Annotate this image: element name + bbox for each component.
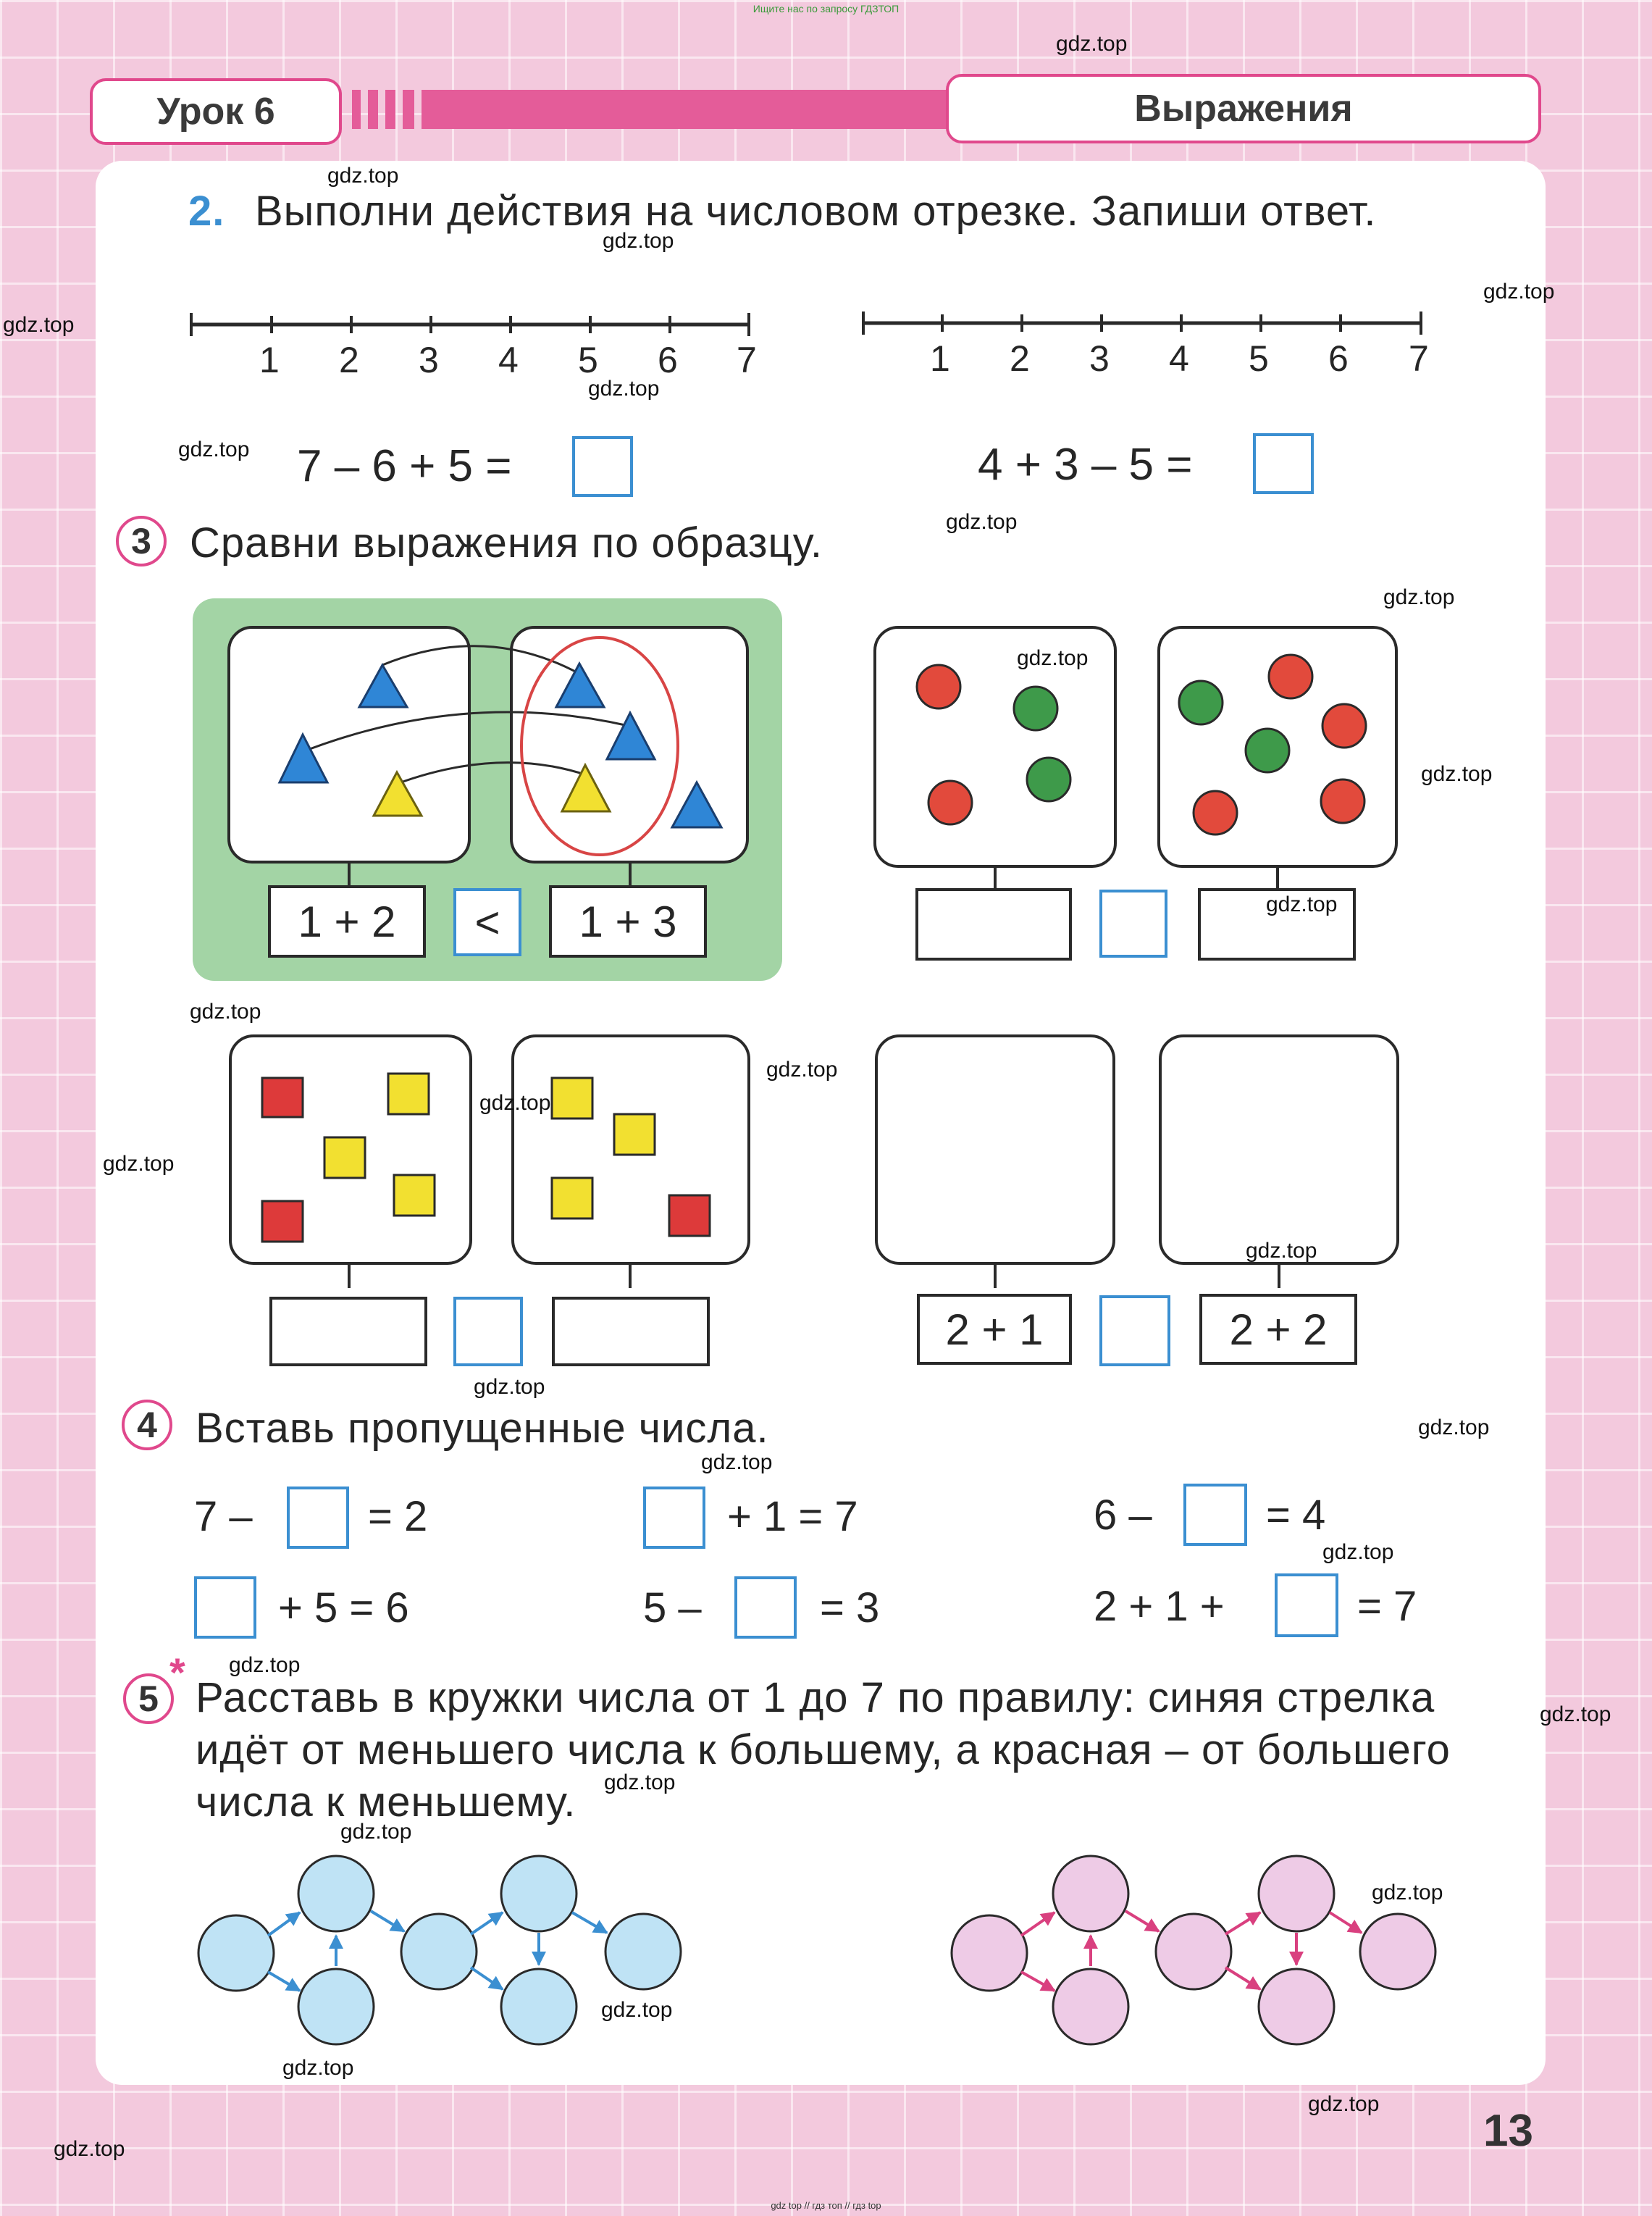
watermark: gdz.top (1266, 892, 1338, 916)
watermark: gdz.top (601, 1998, 673, 2022)
task4-text: Вставь пропущенные числа. (196, 1405, 769, 1452)
task3-text: Сравни выражения по образцу. (190, 519, 823, 566)
sample-right-expression: 1 + 3 (579, 897, 677, 946)
watermark: gdz.top (103, 1152, 175, 1176)
watermark: gdz.top (479, 1091, 551, 1115)
tick-label: 5 (1249, 338, 1269, 379)
tick-label: 6 (1328, 338, 1349, 379)
graph-circle[interactable] (1360, 1914, 1435, 1989)
equation-part: = 4 (1266, 1492, 1326, 1539)
task5-text-line2: идёт от меньшего числа к большему, а красная – от большего (196, 1726, 1451, 1773)
watermark: gdz.top (178, 438, 250, 461)
tick-label: 1 (259, 340, 280, 380)
watermark: gdz.top (340, 1820, 412, 1844)
page-number: 13 (1483, 2106, 1533, 2156)
bottom-note: gdz top // гдз топ // гдз top (771, 2200, 881, 2211)
equation-part: + 1 = 7 (727, 1493, 858, 1540)
graph-circle[interactable] (1259, 1856, 1334, 1931)
tick-label: 7 (1409, 338, 1429, 379)
watermark: gdz.top (1421, 762, 1493, 786)
task2-number: 2. (188, 188, 225, 235)
equation-part: = 7 (1357, 1583, 1417, 1630)
task3-number: 3 (116, 516, 167, 566)
equation-part: 2 + 1 + (1094, 1583, 1225, 1630)
tick-label: 1 (930, 338, 950, 379)
graph-circle[interactable] (1053, 1856, 1128, 1931)
task5-number: 5 (123, 1673, 174, 1724)
watermark: gdz.top (604, 1770, 676, 1794)
tick-label: 4 (1169, 338, 1189, 379)
task5-text-line1: Расставь в кружки числа от 1 до 7 по правилу: синяя стрелка (196, 1674, 1435, 1721)
red-arrow (1225, 1912, 1260, 1934)
graph-circle[interactable] (952, 1915, 1027, 1991)
equation-part: = 3 (820, 1584, 880, 1631)
task2-text: Выполни действия на числовом отрезке. Запиши ответ. (255, 188, 1377, 235)
task5-text-line3: числа к меньшему. (196, 1778, 576, 1826)
watermark: gdz.top (1372, 1881, 1443, 1904)
watermark: gdz.top (701, 1450, 773, 1474)
watermark: gdz.top (1056, 32, 1128, 56)
red-arrow (1330, 1912, 1362, 1933)
watermark: gdz.top (229, 1653, 301, 1677)
equation-part: + 5 = 6 (278, 1584, 409, 1631)
graph-circle[interactable] (1053, 1969, 1128, 2044)
watermark: gdz.top (474, 1375, 545, 1399)
red-arrow (1125, 1911, 1159, 1931)
watermark: gdz.top (327, 164, 399, 188)
watermark: gdz.top (1483, 280, 1555, 304)
tick-label: 2 (1010, 338, 1030, 379)
red-arrow (1225, 1968, 1260, 1989)
graph-circle[interactable] (1259, 1969, 1334, 2044)
watermark: gdz.top (1322, 1540, 1394, 1564)
sample-left-expression: 1 + 2 (298, 897, 396, 946)
graph-circle[interactable] (1156, 1914, 1231, 1989)
watermark: gdz.top (1308, 2092, 1380, 2116)
task4-number: 4 (122, 1400, 172, 1450)
topic-label-text: Выражения (1134, 88, 1353, 130)
tick-label: 2 (339, 340, 359, 380)
equation-part: 7 – (194, 1493, 253, 1540)
watermark: gdz.top (766, 1058, 838, 1082)
watermark: gdz.top (1540, 1702, 1611, 1726)
top-note: Ищите нас по запросу ГДЗТОП (752, 3, 900, 14)
lesson-label-text: Урок 6 (156, 91, 275, 133)
watermark: gdz.top (190, 1000, 261, 1024)
equation-part: 5 – (643, 1584, 702, 1631)
tick-label: 5 (578, 340, 598, 380)
watermark: gdz.top (603, 229, 674, 253)
watermark: gdz.top (1418, 1416, 1490, 1439)
red-arrow (1021, 1912, 1054, 1936)
equation-part: 6 – (1094, 1492, 1152, 1539)
pair4-left-expression: 2 + 1 (945, 1305, 1044, 1354)
watermark: gdz.top (588, 377, 660, 401)
watermark: gdz.top (3, 313, 75, 337)
pair4-right-expression: 2 + 2 (1229, 1305, 1328, 1354)
watermark: gdz.top (282, 2056, 354, 2080)
tick-label: 4 (498, 340, 519, 380)
sample-sign: < (474, 898, 500, 947)
task2-expression-2: 4 + 3 – 5 = (978, 440, 1193, 490)
watermark: gdz.top (1383, 585, 1455, 609)
task2-expression-1: 7 – 6 + 5 = (297, 441, 512, 491)
watermark: gdz.top (1017, 646, 1089, 670)
watermark: gdz.top (946, 510, 1018, 534)
watermark: gdz.top (1246, 1239, 1317, 1263)
star-mark: * (169, 1650, 185, 1695)
tick-label: 7 (737, 340, 757, 380)
tick-label: 3 (419, 340, 439, 380)
red-arrow (1021, 1972, 1054, 1991)
equation-part: = 2 (368, 1493, 428, 1540)
watermark: gdz.top (54, 2137, 125, 2161)
tick-label: 6 (658, 340, 678, 380)
tick-label: 3 (1089, 338, 1110, 379)
